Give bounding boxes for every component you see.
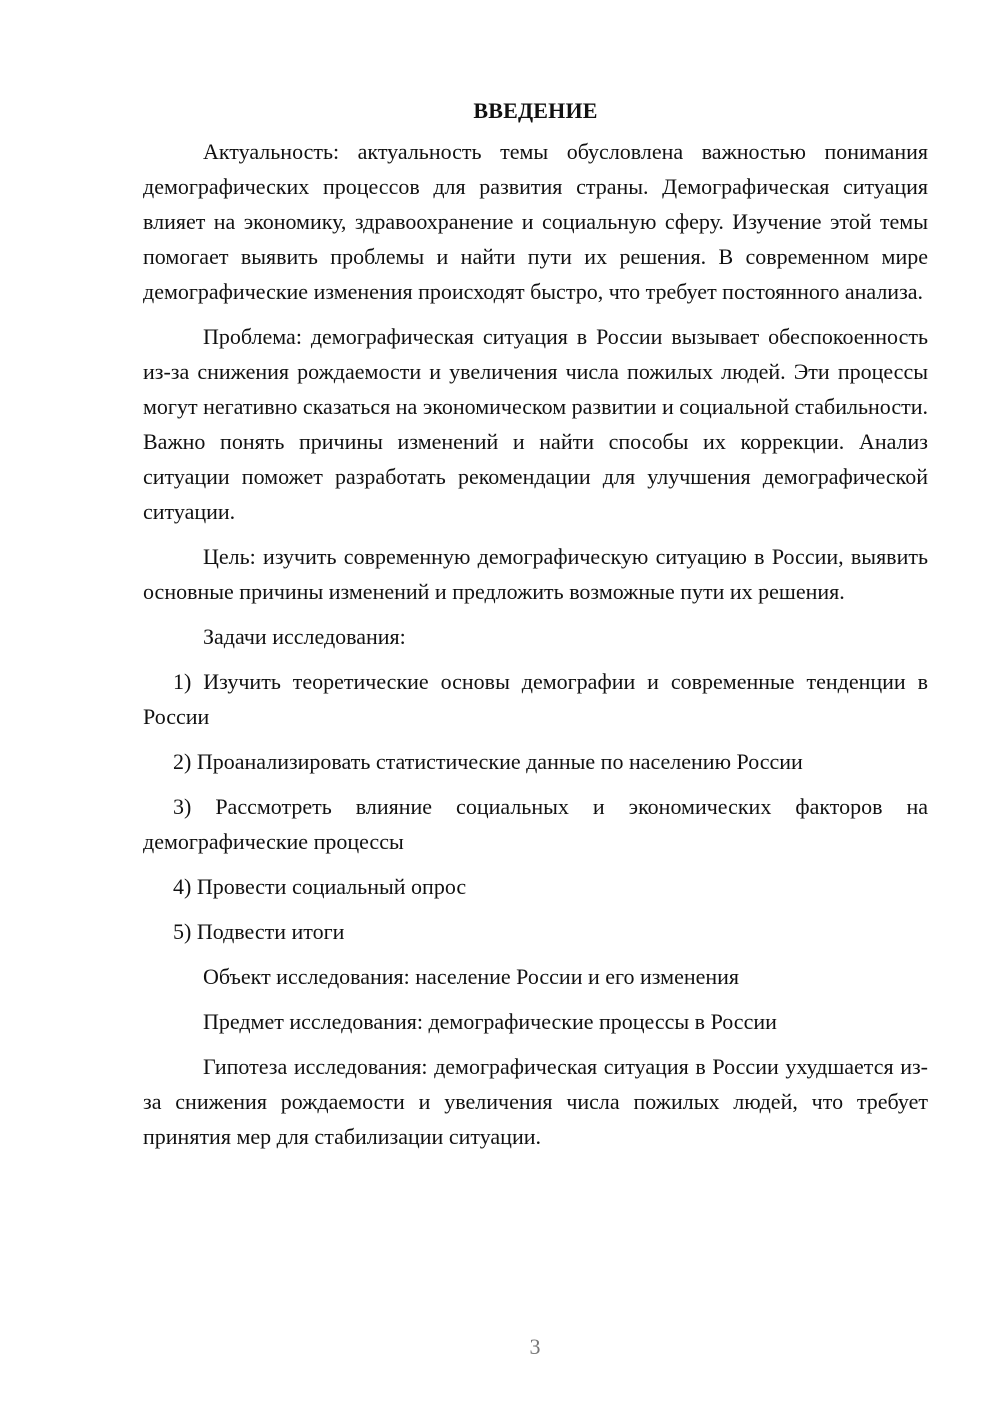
paragraph-object: Объект исследования: население России и его изменения <box>203 964 740 989</box>
page-number: 3 <box>529 1334 541 1359</box>
paragraph-tasks-heading: Задачи исследования: <box>203 624 406 649</box>
page-content <box>143 93 928 1154</box>
task-item-1: 1) Изучить теоретические основы демографии и современные тенденции в России <box>143 669 928 729</box>
paragraph-hypothesis: Гипотеза исследования: демографическая ситуация в России ухудшается из-за снижения рождаемости и увеличения числа пожилых людей, что требует принятия мер для стабилизации ситуации. <box>143 1054 928 1149</box>
task-item-3: 3) Рассмотреть влияние социальных и экономических факторов на демографические процессы <box>143 794 928 854</box>
task-item-4: 4) Провести социальный опрос <box>173 874 467 899</box>
section-title: ВВЕДЕНИЕ <box>473 98 598 123</box>
paragraph-problem: Проблема: демографическая ситуация в России вызывает обеспокоенность из-за снижения рождаемости и увеличения числа пожилых людей. Эти процессы могут негативно сказаться на экономическом развитии и социальной стабильности. Важно понять причины изменений и найти способы их коррекции. Анализ ситуации поможет разработать рекомендации для улучшения демографической ситуации. <box>143 324 928 524</box>
task-item-2: 2) Проанализировать статистические данные по населению России <box>173 749 803 774</box>
paragraph-subject: Предмет исследования: демографические процессы в России <box>203 1009 777 1034</box>
task-item-5: 5) Подвести итоги <box>173 919 345 944</box>
paragraph-goal: Цель: изучить современную демографическую ситуацию в России, выявить основные причины изменений и предложить возможные пути их решения. <box>143 544 928 604</box>
paragraph-relevance: Актуальность: актуальность темы обусловлена важностью понимания демографических процессов для развития страны. Демографическая ситуация влияет на экономику, здравоохранение и социальную сферу. Изучение этой темы помогает выявить проблемы и найти пути их решения. В современном мире демографические изменения происходят быстро, что требует постоянного анализа. <box>143 139 928 304</box>
